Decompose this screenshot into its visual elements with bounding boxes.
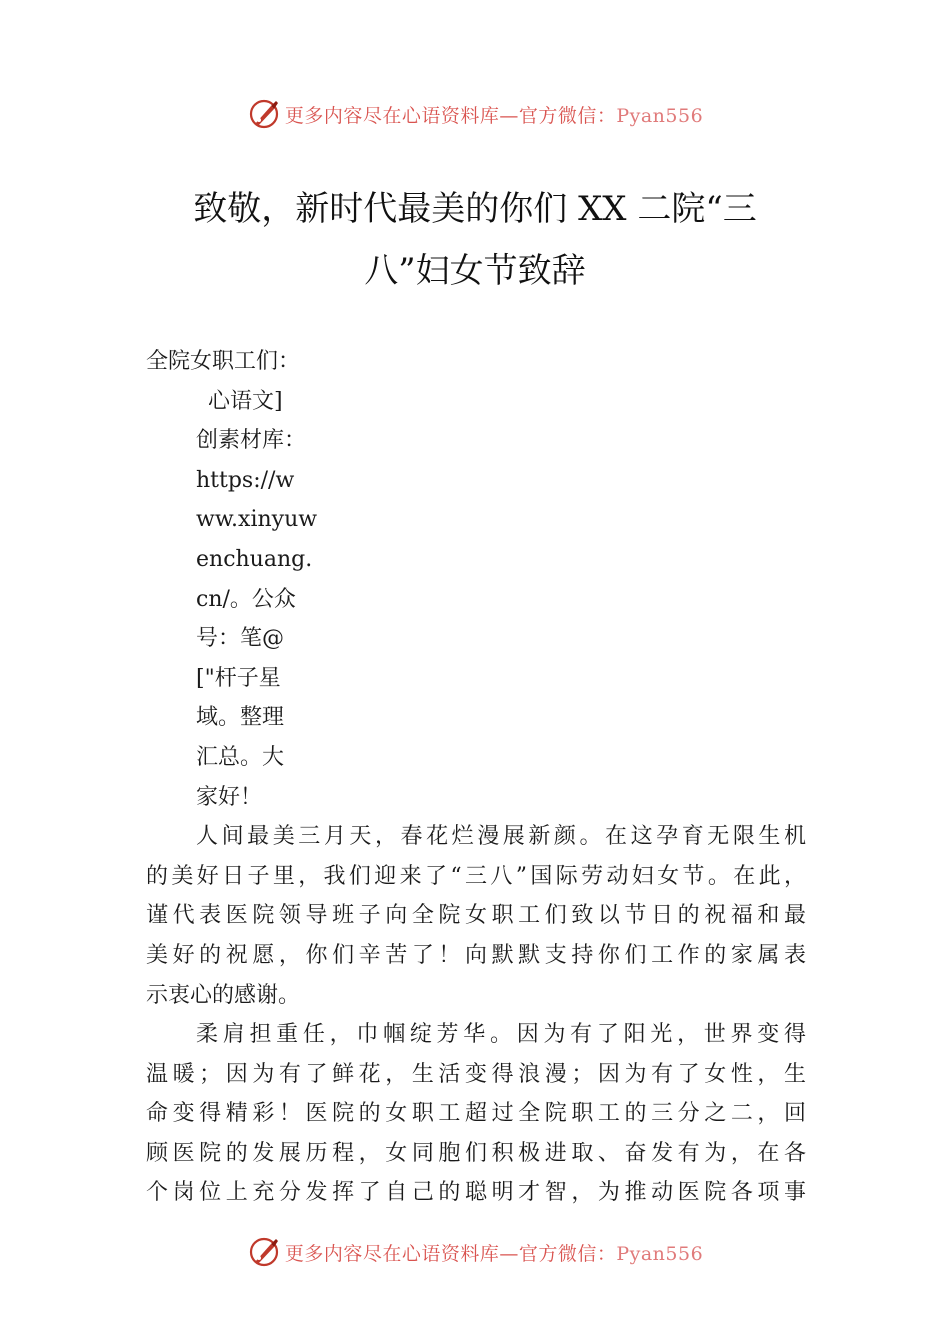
narrow-line: ["杆子星 <box>196 665 281 691</box>
paragraph-2-line: 个岗位上充分发挥了自己的聪明才智，为推动医院各项事 <box>146 1180 806 1206</box>
paragraph-2-line: 顾医院的发展历程，女同胞们积极进取、奋发有为，在各 <box>146 1140 806 1166</box>
document-body <box>146 342 806 1213</box>
header-banner <box>0 94 950 134</box>
narrow-line: 家好！ <box>196 784 263 810</box>
salutation: 全院女职工们： <box>146 349 301 374</box>
pen-logo-icon <box>247 97 281 131</box>
paragraph-1-line: 人间最美三月天，春花烂漫展新颜。在这孕育无限生机 <box>196 824 806 850</box>
narrow-line: ww.xinyuw <box>196 507 318 533</box>
paragraph-1-line: 谨代表医院领导班子向全院女职工们致以节日的祝福和最 <box>146 903 806 929</box>
banner-main-text: 更多内容尽在心语资料库—官方微信： <box>284 1242 617 1265</box>
footer-banner <box>0 1232 950 1272</box>
narrow-line: 汇总。大 <box>196 744 285 770</box>
banner-text <box>285 101 703 128</box>
narrow-line: enchuang. <box>196 546 313 572</box>
paragraph-2-line: 柔肩担重任，巾帼绽芳华。因为有了阳光，世界变得 <box>196 1022 806 1048</box>
document-title <box>120 178 830 302</box>
paragraph-2-line: 命变得精彩！医院的女职工超过全院职工的三分之二，回 <box>146 1101 806 1127</box>
title-line-2: 八”妇女节致辞 <box>364 251 586 291</box>
narrow-line: 域。整理 <box>196 705 285 731</box>
banner-main-text: 更多内容尽在心语资料库—官方微信： <box>284 104 617 127</box>
narrow-line: https://w <box>196 467 295 493</box>
banner-handle: Pyan556 <box>616 1242 704 1265</box>
pen-logo-icon <box>247 1235 281 1269</box>
narrow-line: 号：笔@ <box>196 626 285 652</box>
title-line-1: 致敬，新时代最美的你们 XX 二院“三 <box>193 189 757 229</box>
narrow-line: 创素材库： <box>196 428 307 454</box>
banner-text <box>285 1239 703 1266</box>
paragraph-1-line: 的美好日子里，我们迎来了“三八”国际劳动妇女节。在此， <box>146 863 806 889</box>
paragraph-2-line: 温暖；因为有了鲜花，生活变得浪漫；因为有了女性，生 <box>146 1061 806 1087</box>
paragraph-1-line: 美好的祝愿，你们辛苦了！向默默支持你们工作的家属表 <box>146 942 806 968</box>
narrow-line: 心语文] <box>208 388 283 414</box>
narrow-line: cn/。公众 <box>196 586 296 612</box>
paragraph-1-line: 示衷心的感谢。 <box>146 982 301 1008</box>
banner-handle: Pyan556 <box>616 104 704 127</box>
